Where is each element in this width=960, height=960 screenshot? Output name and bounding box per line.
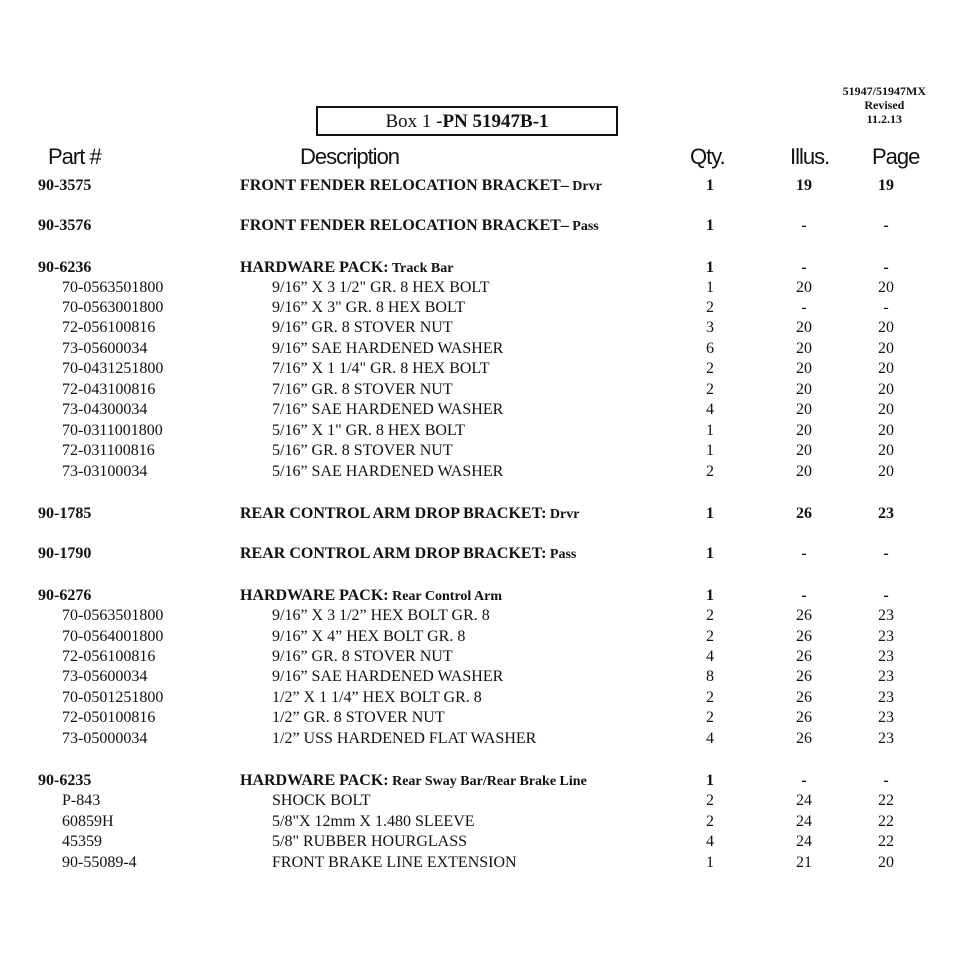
part-number: 90-3576 [38,217,92,234]
part-number: 73-05000034 [62,730,148,747]
description-suffix: Drvr [546,507,580,522]
page-number: 23 [878,709,894,726]
part-number: 70-0563001800 [62,299,164,316]
page-number: - [883,217,889,234]
illustration-number: 20 [796,279,812,296]
description: 9/16” X 4” HEX BOLT GR. 8 [272,628,466,645]
quantity: 1 [706,505,714,522]
illustration-number: 20 [796,442,812,459]
description: 5/8" RUBBER HOURGLASS [272,833,468,850]
description: 5/16” GR. 8 STOVER NUT [272,442,453,459]
description: 5/16” X 1" GR. 8 HEX BOLT [272,422,466,439]
illustration-number: 26 [796,689,812,706]
part-number: 72-056100816 [62,319,156,336]
page-number: - [883,259,889,276]
part-number: 90-55089-4 [62,854,137,871]
quantity: 1 [706,772,714,789]
page-number: 19 [878,177,894,194]
illustration-number: 20 [796,360,812,377]
quantity: 8 [706,668,714,685]
part-number: 70-0563501800 [62,279,164,296]
illustration-number: 19 [796,177,812,194]
illustration-number: 26 [796,607,812,624]
table-row [0,504,960,524]
header-qty: Qty. [690,144,725,169]
header-part: Part # [48,144,101,169]
table-row [0,359,960,379]
part-number: 90-6236 [38,259,92,276]
page-number: - [883,545,889,562]
description-suffix: Drvr [568,179,602,194]
page-number: 20 [878,279,894,296]
table-row [0,688,960,708]
part-number: 73-04300034 [62,401,148,418]
illustration-number: - [801,772,807,789]
page-number: 23 [878,607,894,624]
page-number: 22 [878,792,894,809]
description: 9/16” SAE HARDENED WASHER [272,668,504,685]
description: 9/16” X 3" GR. 8 HEX BOLT [272,299,466,316]
part-number: 70-0311001800 [62,422,163,439]
part-number: 70-0563501800 [62,607,164,624]
quantity: 6 [706,340,714,357]
page-number: 23 [878,505,894,522]
illustration-number: - [801,259,807,276]
illustration-number: - [801,545,807,562]
illustration-number: 20 [796,319,812,336]
illustration-number: 20 [796,381,812,398]
page-number: 20 [878,340,894,357]
part-number: 70-0431251800 [62,360,164,377]
header-page: Page [872,144,920,169]
description: 1/2” X 1 1/4” HEX BOLT GR. 8 [272,689,482,706]
box-title [316,106,618,136]
table-row [0,627,960,647]
page-number: - [883,299,889,316]
page-number: 20 [878,381,894,398]
quantity: 2 [706,299,714,316]
table-row [0,586,960,606]
description: 5/16” SAE HARDENED WASHER [272,463,504,480]
illustration-number: 26 [796,628,812,645]
model-number: 51947/51947MX [842,84,926,98]
part-number: 72-043100816 [62,381,156,398]
table-row [0,339,960,359]
table-row [0,298,960,318]
description: FRONT FENDER RELOCATION BRACKET– [240,177,569,194]
description-cell [240,216,599,237]
part-number: P-843 [62,792,101,809]
description: 7/16” X 1 1/4" GR. 8 HEX BOLT [272,360,490,377]
part-number: 73-03100034 [62,463,148,480]
quantity: 2 [706,689,714,706]
part-number: 90-6235 [38,772,92,789]
quantity: 4 [706,730,714,747]
table-row [0,708,960,728]
illustration-number: 20 [796,401,812,418]
box-part-number: PN 51947B-1 [442,111,549,132]
description-suffix: Track Bar [388,261,454,276]
table-row [0,606,960,626]
quantity: 2 [706,709,714,726]
description-suffix: Pass [546,547,577,562]
quantity: 2 [706,813,714,830]
quantity: 1 [706,587,714,604]
table-row [0,216,960,236]
revision-block [843,84,926,126]
part-number: 90-6276 [38,587,92,604]
part-number: 73-05600034 [62,668,148,685]
description-cell [240,586,502,607]
description: HARDWARE PACK: [240,772,389,789]
description: 1/2” USS HARDENED FLAT WASHER [272,730,537,747]
table-row [0,380,960,400]
illustration-number: - [801,587,807,604]
part-number: 73-05600034 [62,340,148,357]
table-row [0,791,960,811]
description: 9/16” GR. 8 STOVER NUT [272,648,453,665]
quantity: 1 [706,259,714,276]
page-number: 20 [878,422,894,439]
quantity: 4 [706,401,714,418]
table-row [0,812,960,832]
description: FRONT BRAKE LINE EXTENSION [272,854,517,871]
part-number: 90-1790 [38,545,92,562]
quantity: 4 [706,833,714,850]
description-cell [240,258,453,279]
description: 9/16” GR. 8 STOVER NUT [272,319,453,336]
header-illus: Illus. [790,144,830,169]
illustration-number: 26 [796,505,812,522]
page-number: 23 [878,689,894,706]
page-number: - [883,587,889,604]
page-number: 20 [878,401,894,418]
description-suffix: Rear Sway Bar/Rear Brake Line [388,774,587,789]
part-number: 90-3575 [38,177,92,194]
description-cell [240,176,602,197]
part-number: 70-0501251800 [62,689,164,706]
part-number: 45359 [62,833,102,850]
illustration-number: 21 [796,854,812,871]
revision-date: 11.2.13 [866,112,902,126]
table-row [0,647,960,667]
part-number: 72-031100816 [62,442,155,459]
part-number: 90-1785 [38,505,92,522]
table-row [0,667,960,687]
illustration-number: 26 [796,730,812,747]
illustration-number: - [801,299,807,316]
quantity: 2 [706,607,714,624]
page-number: 23 [878,668,894,685]
page-number: 22 [878,813,894,830]
table-row [0,832,960,852]
description: 9/16” X 3 1/2” HEX BOLT GR. 8 [272,607,490,624]
description: 1/2” GR. 8 STOVER NUT [272,709,445,726]
revised-label: Revised [864,98,905,112]
quantity: 2 [706,792,714,809]
illustration-number: 24 [796,813,812,830]
part-number: 70-0564001800 [62,628,164,645]
quantity: 1 [706,545,714,562]
page-number: 23 [878,730,894,747]
quantity: 1 [706,422,714,439]
illustration-number: 24 [796,833,812,850]
part-number: 60859H [62,813,114,830]
illustration-number: 20 [796,463,812,480]
quantity: 1 [706,279,714,296]
table-row [0,544,960,564]
page-number: 22 [878,833,894,850]
header-description: Description [300,144,400,169]
description: 7/16” GR. 8 STOVER NUT [272,381,453,398]
quantity: 1 [706,854,714,871]
illustration-number: 20 [796,422,812,439]
page-number: 20 [878,319,894,336]
quantity: 2 [706,628,714,645]
page-number: 20 [878,442,894,459]
illustration-number: 24 [796,792,812,809]
table-row [0,462,960,482]
description: 9/16” SAE HARDENED WASHER [272,340,504,357]
table-row [0,258,960,278]
page-number: 23 [878,648,894,665]
table-row [0,421,960,441]
page-number: 23 [878,628,894,645]
description: HARDWARE PACK: [240,587,389,604]
description: REAR CONTROL ARM DROP BRACKET: [240,545,547,562]
quantity: 2 [706,463,714,480]
description: SHOCK BOLT [272,792,371,809]
illustration-number: 26 [796,668,812,685]
description: 5/8"X 12mm X 1.480 SLEEVE [272,813,475,830]
quantity: 4 [706,648,714,665]
description: 7/16” SAE HARDENED WASHER [272,401,504,418]
page-number: 20 [878,463,894,480]
illustration-number: 20 [796,340,812,357]
part-number: 72-056100816 [62,648,156,665]
table-row [0,278,960,298]
description-suffix: Rear Control Arm [388,589,503,604]
description-cell [240,544,576,565]
page-number: 20 [878,360,894,377]
illustration-number: 26 [796,648,812,665]
description-cell [240,771,587,792]
box-prefix: Box 1 - [385,111,443,132]
table-row [0,853,960,873]
illustration-number: - [801,217,807,234]
description: 9/16” X 3 1/2" GR. 8 HEX BOLT [272,279,490,296]
table-row [0,400,960,420]
part-number: 72-050100816 [62,709,156,726]
table-row [0,771,960,791]
quantity: 2 [706,360,714,377]
quantity: 3 [706,319,714,336]
description: REAR CONTROL ARM DROP BRACKET: [240,505,547,522]
table-row [0,441,960,461]
description-suffix: Pass [568,219,599,234]
table-row [0,176,960,196]
illustration-number: 26 [796,709,812,726]
quantity: 1 [706,177,714,194]
table-row [0,729,960,749]
table-row [0,318,960,338]
quantity: 1 [706,217,714,234]
description: HARDWARE PACK: [240,259,389,276]
quantity: 1 [706,442,714,459]
description: FRONT FENDER RELOCATION BRACKET– [240,217,569,234]
description-cell [240,504,579,525]
page-number: 20 [878,854,894,871]
quantity: 2 [706,381,714,398]
page-number: - [883,772,889,789]
